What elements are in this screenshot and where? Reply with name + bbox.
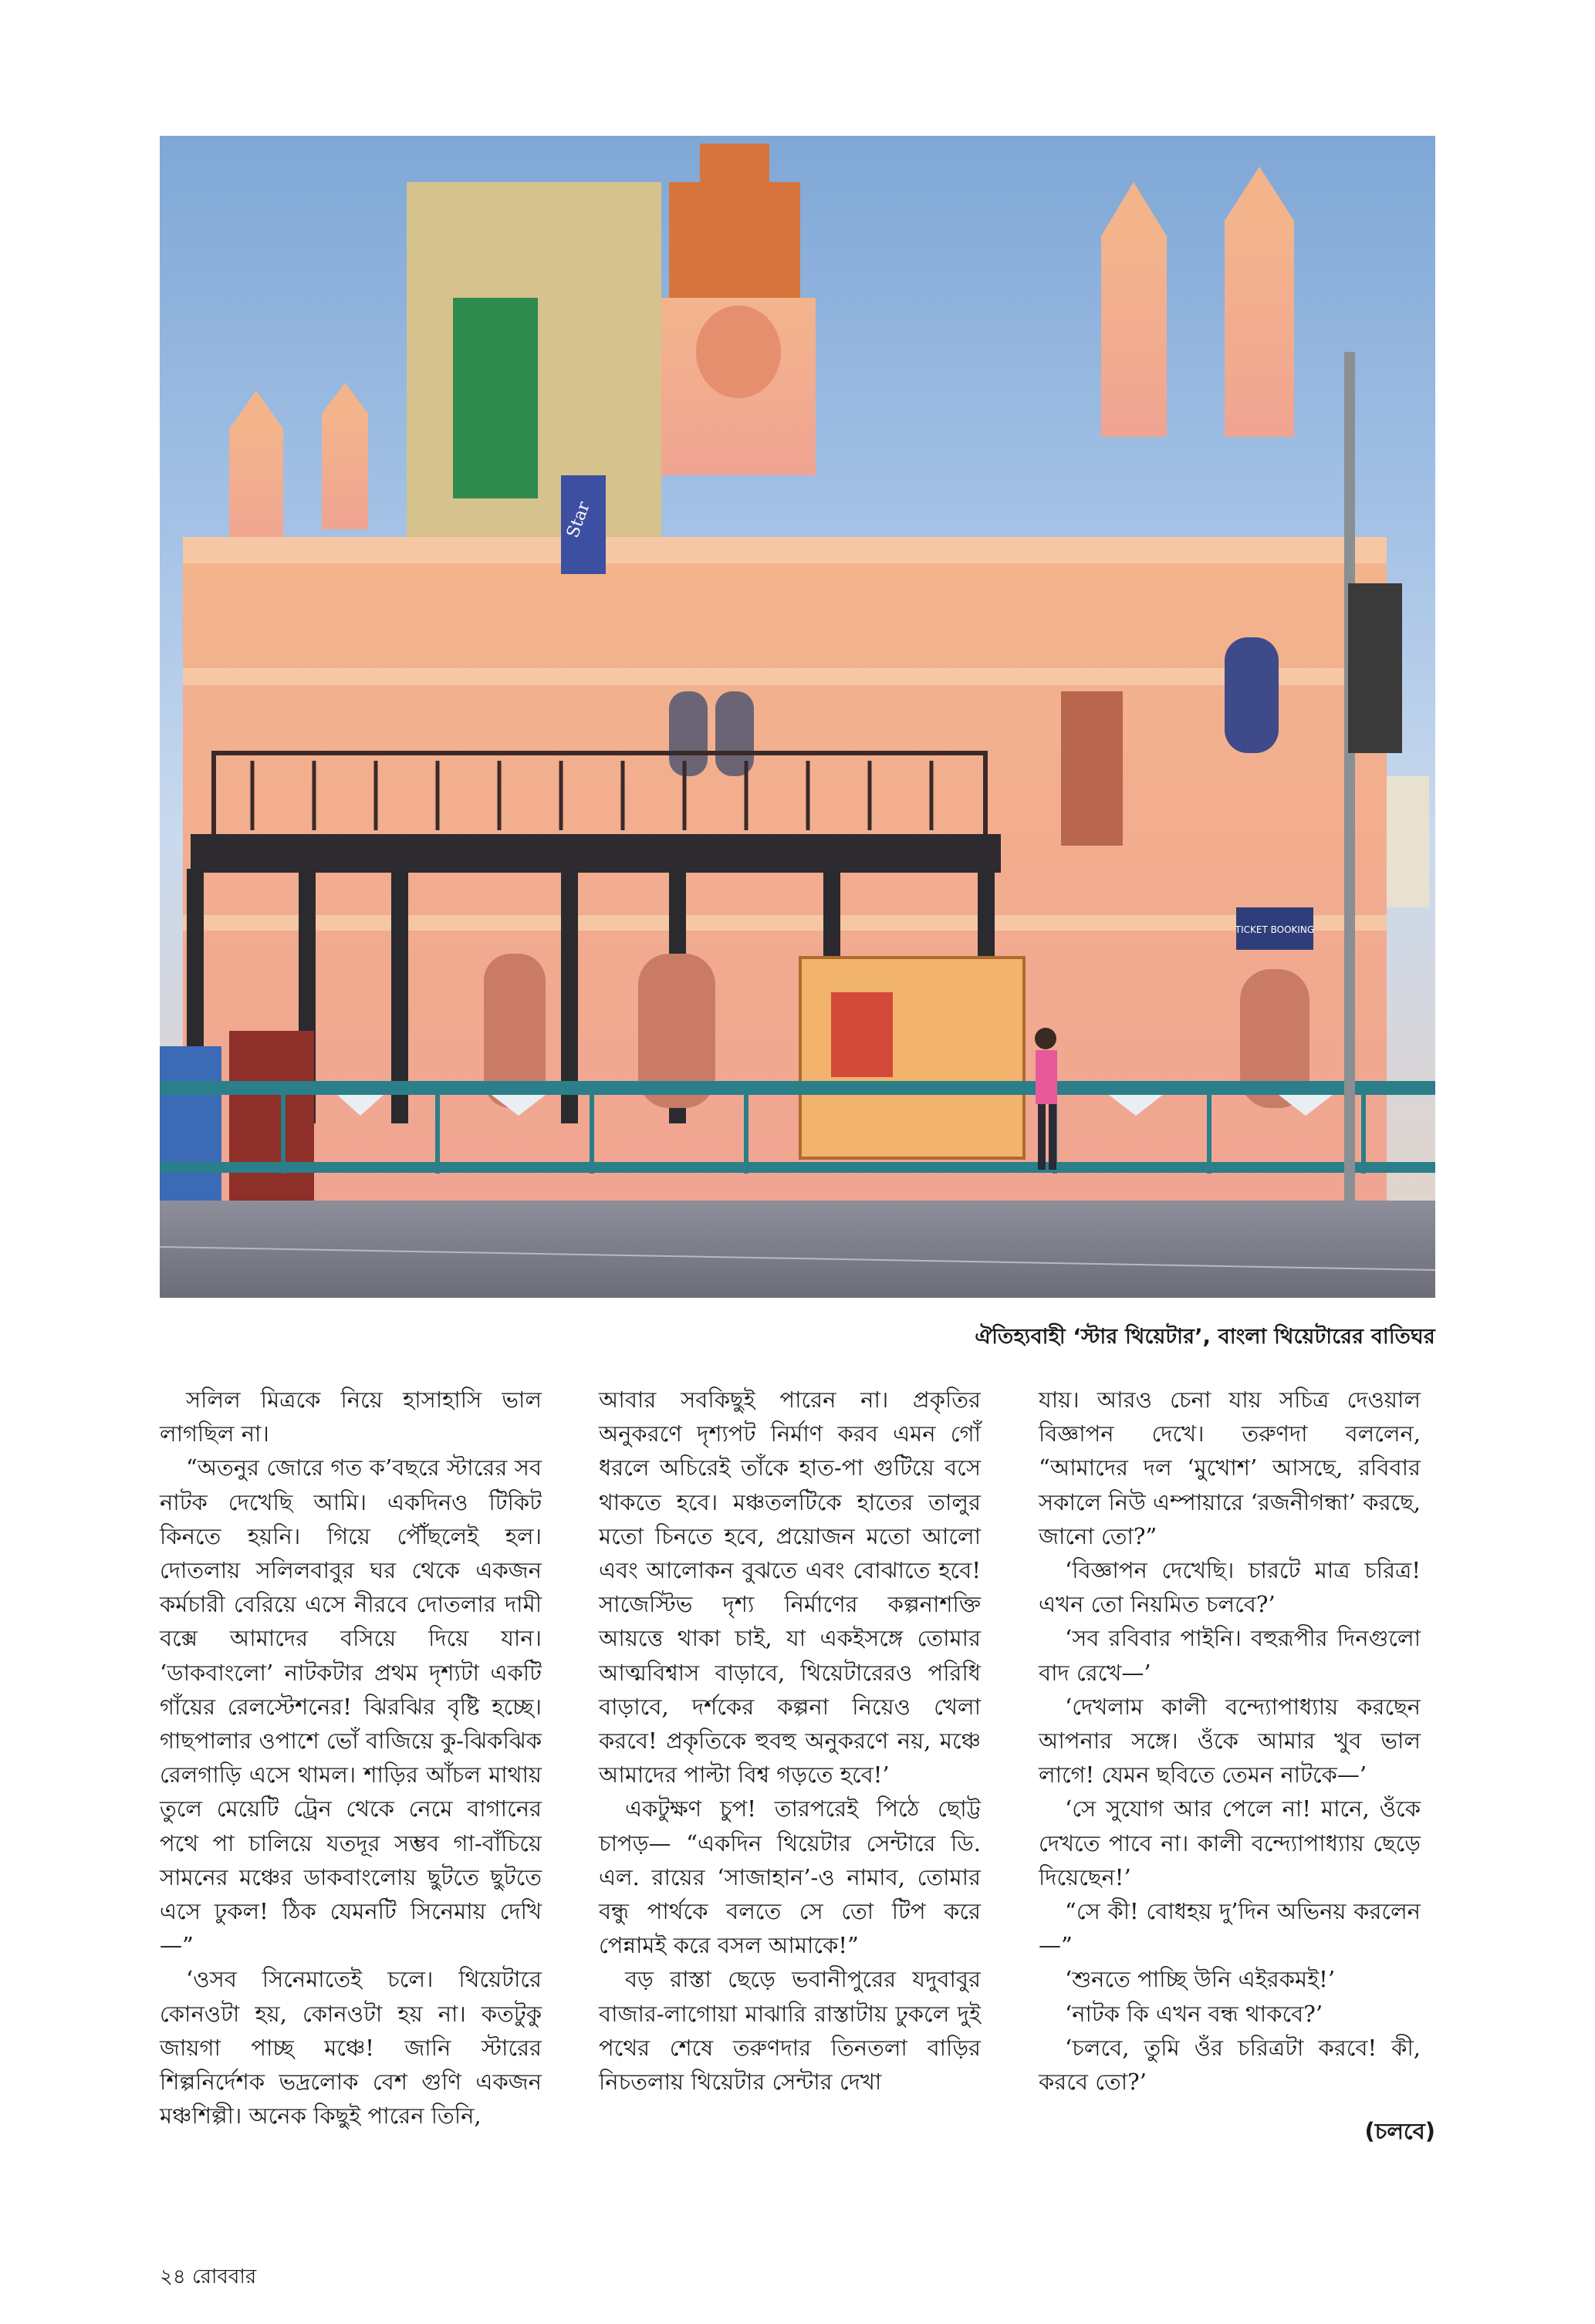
paragraph: ‘দেখলাম কালী বন্দ্যোপাধ্যায় করছেন আপনার সঙ্গে। ওঁকে আমার খুব ভাল লাগে! যেমন ছবিতে তেমন নাটকে—’ [1039, 1693, 1421, 1789]
paragraph: সলিল মিত্রকে নিয়ে হাসাহাসি ভাল লাগছিল না। [160, 1387, 542, 1447]
page-folio: ২৪ রোববার [160, 2265, 257, 2289]
photo-caption: ঐতিহ্যবাহী ‘স্টার থিয়েটার’, বাংলা থিয়েটারের বাতিঘর [975, 1325, 1435, 1349]
paragraph: ‘নাটক কি এখন বন্ধ থাকবে?’ [1065, 2000, 1323, 2027]
text-column-1 [160, 1383, 542, 2133]
paragraph: ‘সে সুযোগ আর পেলে না! মানে, ওঁকে দেখতে পাবে না। কালী বন্দ্যোপাধ্যায় ছেড়ে দিয়েছেন!’ [1039, 1795, 1421, 1890]
paragraph: আবার সবকিছুই পারেন না। প্রকৃতির অনুকরণে দৃশ্যপট নির্মাণ করব এমন গোঁ ধরলে অচিরেই তাঁকে হাত-পা গুটিয়ে বসে থাকতে হবে। মঞ্চতলটিকে হাতের তালুর মতো চিনতে হবে, প্রয়োজন মতো আলো এবং আলোকন বুঝতে এবং বোঝাতে হবে! সাজেস্টিভ দৃশ্য নির্মাণের কল্পনাশক্তি আয়ত্তে থাকা চাই, যা একইসঙ্গে তোমার আত্মবিশ্বাস বাড়াবে, থিয়েটারেরও পরিধি বাড়াবে, দর্শকের কল্পনা নিয়েও খেলা করবে! প্রকৃতিকে হুবহু অনুকরণে নয়, মঞ্চে আমাদের পাল্টা বিশ্ব গড়তে হবে!’ [599, 1387, 981, 1789]
paragraph: “সে কী! বোধহয় দু’দিন অভিনয় করলেন—” [1039, 1898, 1421, 1959]
text-column-2 [599, 1383, 981, 2099]
paragraph: “অতনুর জোরে গত ক’বছরে স্টারের সব নাটক দেখেছি আমি। একদিনও টিকিট কিনতে হয়নি। গিয়ে পৌঁছলেই হল। দোতলায় সলিলবাবুর ঘর থেকে একজন কর্মচারী বেরিয়ে এসে নীরবে দোতলার দামী বক্সে আমাদের বসিয়ে দিয়ে যান। ‘ডাকবাংলো’ নাটকটার প্রথম দৃশ্যটা একটি গাঁয়ের রেলস্টেশনের! ঝিরঝির বৃষ্টি হচ্ছে। গাছপালার ওপাশে ভোঁ বাজিয়ে কু-ঝিকঝিক রেলগাড়ি এসে থামল। শাড়ির আঁচল মাথায় তুলে মেয়েটি ট্রেন থেকে নেমে বাগানের পথে পা চালিয়ে যতদূর সম্ভব গা-বাঁচিয়ে সামনের মঞ্চের ডাকবাংলোয় ছুটতে ছুটতে এসে ঢুকল! ঠিক যেমনটি সিনেমায় দেখি—” [160, 1454, 542, 1959]
paragraph: যায়। আরও চেনা যায় সচিত্র দেওয়াল বিজ্ঞাপন দেখে। তরুণদা বললেন, “আমাদের দল ‘মুখোশ’ আসছে, রবিবার সকালে নিউ এম্পায়ারে ‘রজনীগন্ধা’ করছে, জানো তো?” [1039, 1387, 1421, 1549]
ticket-booking-text: TICKET BOOKING [1235, 924, 1315, 935]
star-sign-text: Star [563, 499, 594, 541]
paragraph: ‘ওসব সিনেমাতেই চলে। থিয়েটারে কোনওটা হয়, কোনওটা হয় না। কতটুকু জায়গা পাচ্ছ মঞ্চে! জানি স্টারের শিল্পনির্দেশক ভদ্রলোক বেশ গুণি একজন মঞ্চশিল্পী। অনেক কিছুই পারেন তিনি, [160, 1966, 542, 2130]
paragraph: বড় রাস্তা ছেড়ে ভবানীপুরের যদুবাবুর বাজার-লাগোয়া মাঝারি রাস্তাটায় ঢুকলে দুই পথের শেষে তরুণদার তিনতলা বাড়ির নিচতলায় থিয়েটার সেন্টার দেখা [599, 1966, 981, 2096]
paragraph: একটুক্ষণ চুপ! তারপরেই পিঠে ছোট্ট চাপড়— “একদিন থিয়েটার সেন্টারে ডি. এল. রায়ের ‘সাজাহান’-ও নামাব, তোমার বন্ধু পার্থকে বলতে সে তো টিপ করে পেন্নামই করে বসল আমাকে!” [599, 1795, 981, 1959]
paragraph: ‘শুনতে পাচ্ছি উনি এইরকমই!’ [1065, 1966, 1336, 1993]
paragraph: ‘সব রবিবার পাইনি। বহুরূপীর দিনগুলো বাদ রেখে—’ [1039, 1625, 1421, 1686]
to-be-continued: (চলবে) [1364, 2118, 1435, 2144]
star-theatre-photo [160, 136, 1435, 1298]
paragraph: ‘চলবে, তুমি ওঁর চরিত্রটা করবে! কী, করবে তো?’ [1039, 2034, 1421, 2096]
text-column-3 [1039, 1383, 1421, 2099]
paragraph: ‘বিজ্ঞাপন দেখেছি। চারটে মাত্র চরিত্র! এখন তো নিয়মিত চলবে?’ [1039, 1557, 1421, 1618]
